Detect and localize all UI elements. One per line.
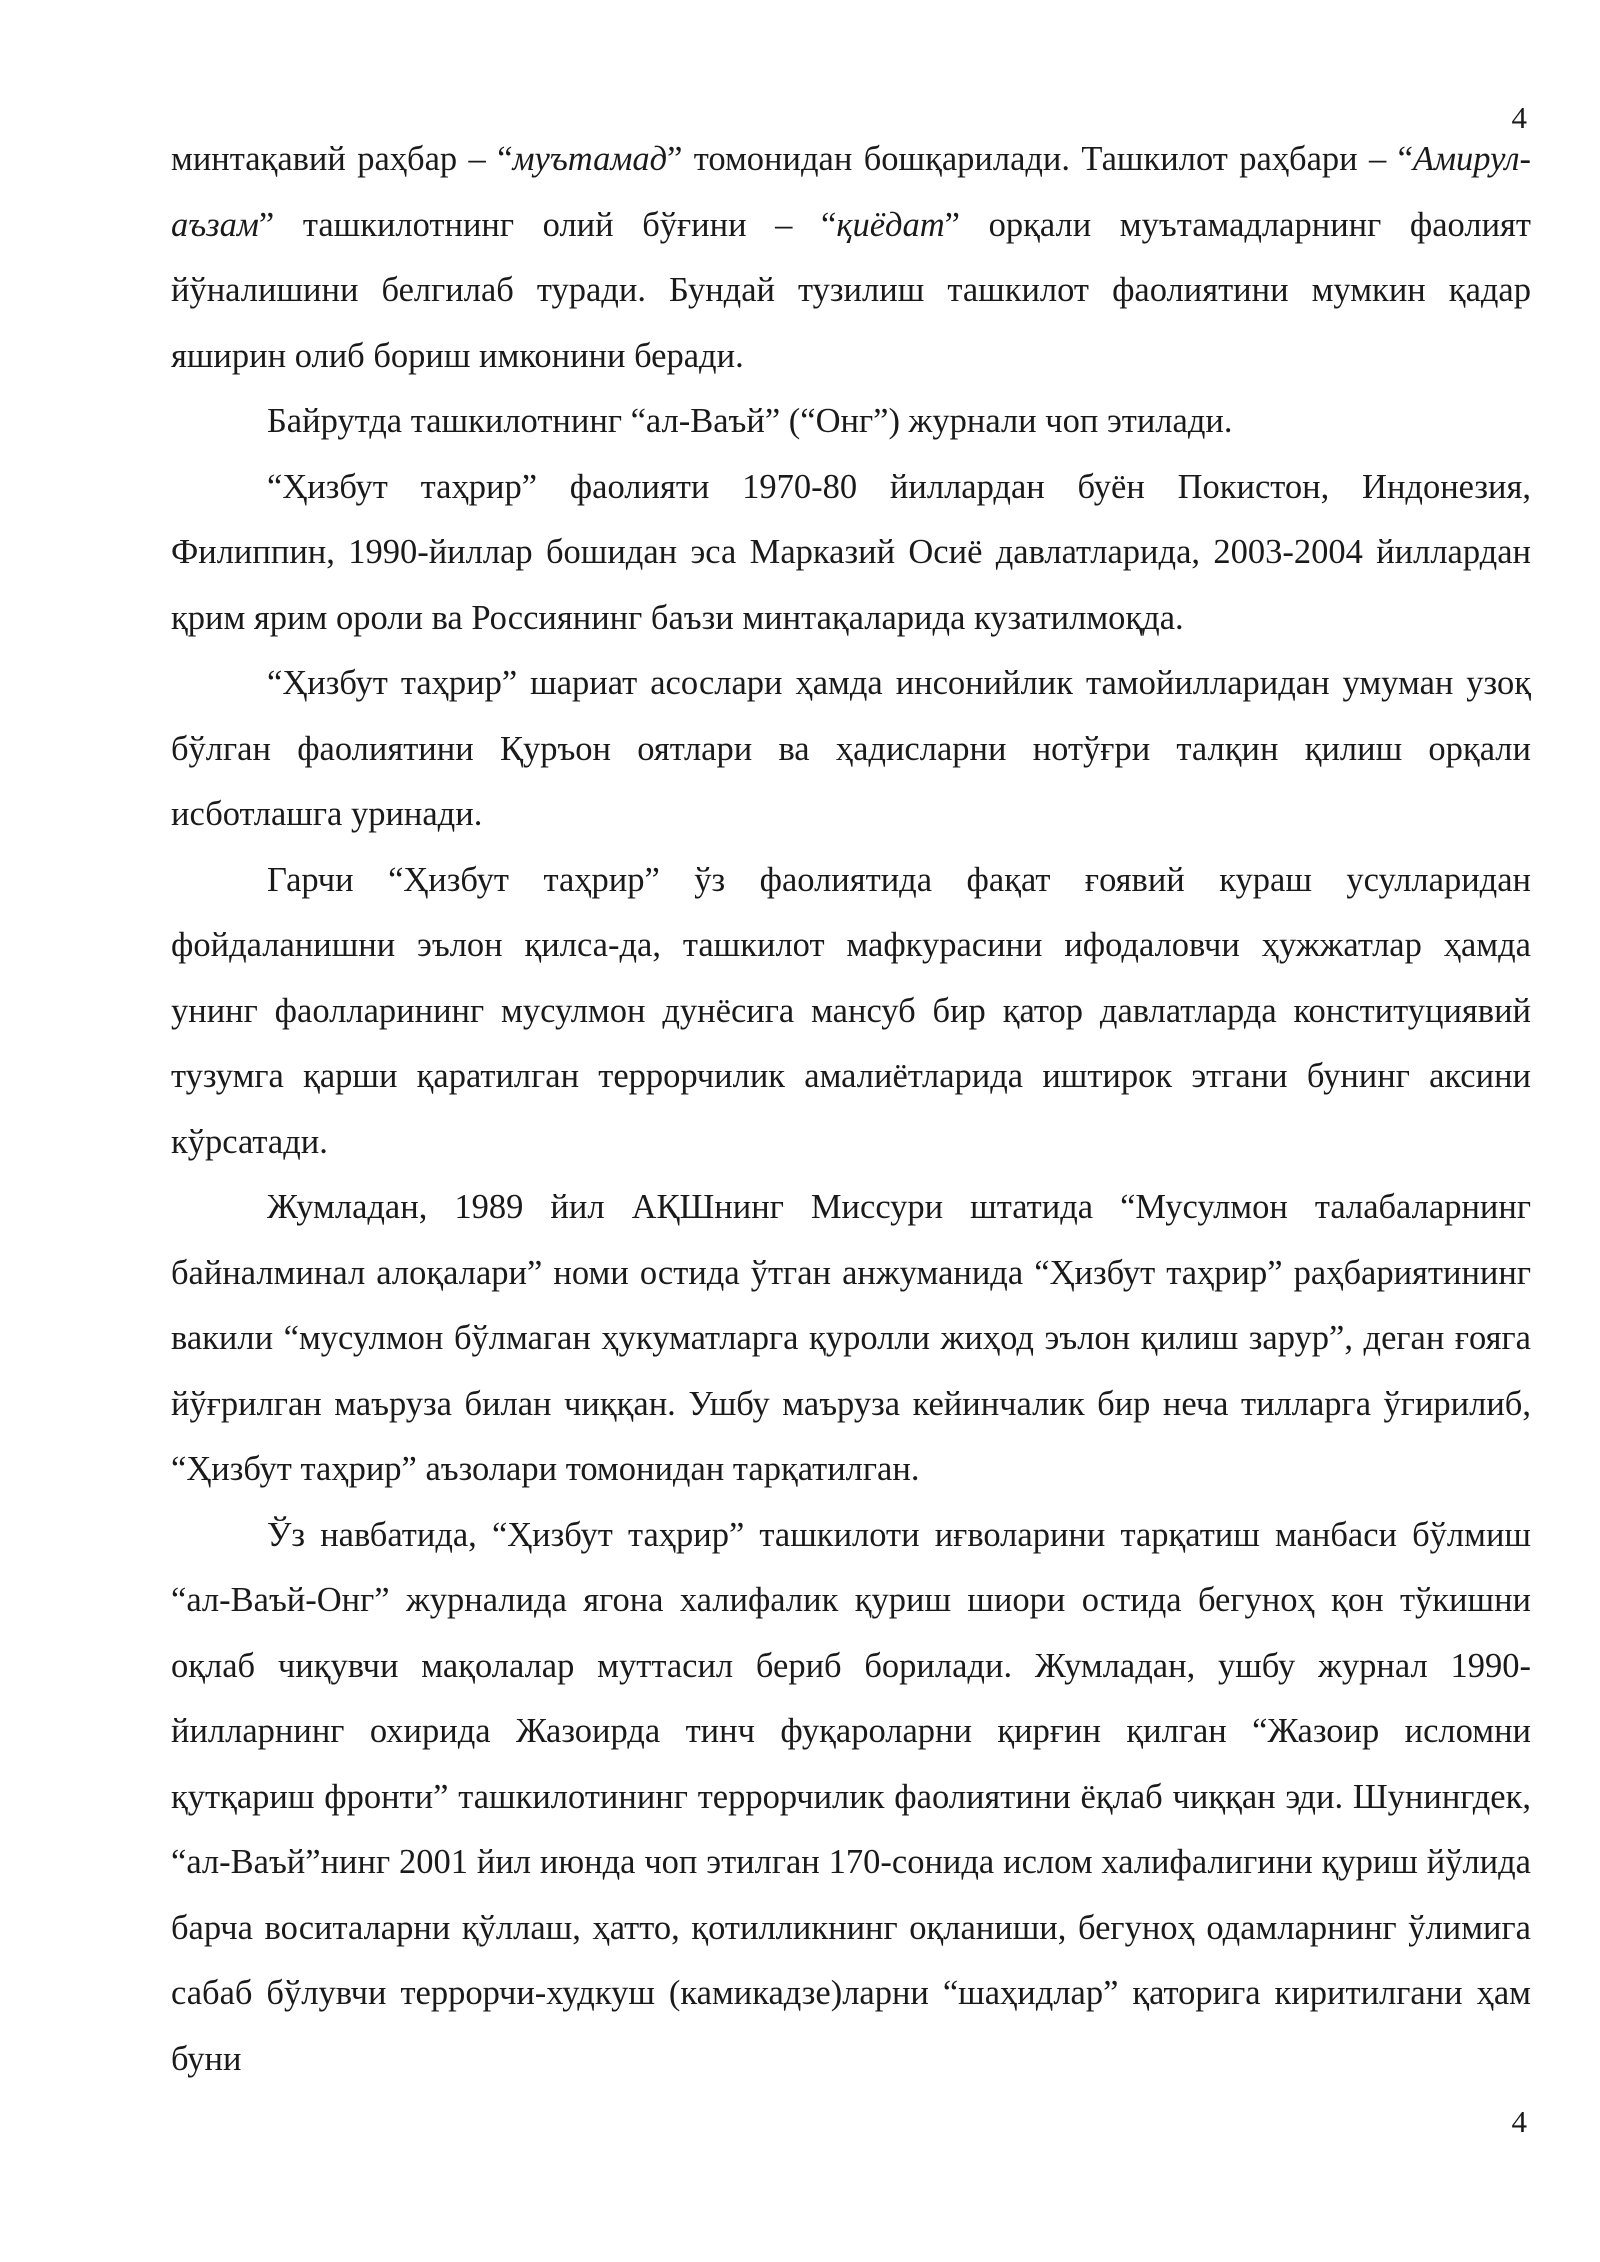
paragraph bbox=[171, 127, 1531, 389]
text-run: ” орқали муътамадларнинг фаолият йўналишини белгилаб туради. Бундай тузилиш ташкилот фаолиятини мумкин қадар яширин олиб бориш имконини беради. bbox=[171, 205, 1531, 375]
text-run: минтақавий раҳбар – “ bbox=[171, 140, 513, 178]
italic-term: қиёдат bbox=[836, 205, 945, 244]
text-run: ” томонидан бошқарилади. Ташкилот раҳбари – “ bbox=[667, 140, 1413, 178]
paragraph bbox=[171, 848, 1531, 1176]
text-run: Байрутда ташкилотнинг “ал-Ваъй” (“Онг”) журнали чоп этилади. bbox=[267, 402, 1233, 440]
text-run: “Ҳизбут таҳрир” шариат асослари ҳамда инсонийлик тамойилларидан умуман узоқ бўлган фаолиятини Қуръон оятлари ва ҳадисларни нотўғри талқин қилиш орқали исботлашга уринади. bbox=[171, 664, 1531, 833]
paragraph bbox=[171, 389, 1531, 455]
text-run: ” ташкилотнинг олий бўғини – “ bbox=[258, 205, 837, 244]
italic-term: муътамад bbox=[512, 140, 668, 178]
text-run: “Ҳизбут таҳрир” фаолияти 1970-80 йиллардан буён Покистон, Индонезия, Филиппин, 1990-йиллар бошидан эса Марказий Осиё давлатларида, 2003-2004 йиллардан қрим ярим ороли ва Россиянинг баъзи минтақаларида кузатилмоқда. bbox=[171, 467, 1531, 637]
text-run: Гарчи “Ҳизбут таҳрир” ўз фаолиятида фақат ғоявий кураш усулларидан фойдаланишни эълон қилса-да, ташкилот мафкурасини ифодаловчи ҳужжатлар ҳамда унинг фаолларининг мусулмон дунёсига мансуб бир қатор давлатларда конституциявий тузумга қарши қаратилган террорчилик амалиётларида иштирок этгани бунинг аксини кўрсатади. bbox=[171, 860, 1531, 1161]
page-number-bottom: 4 bbox=[1511, 2104, 1527, 2139]
text-run: Жумладан, 1989 йил АҚШнинг Миссури штатида “Мусулмон талабаларнинг байналминал алоқалари” номи остида ўтган анжуманида “Ҳизбут таҳрир” раҳбариятининг вакили “мусулмон бўлмаган ҳукуматларга қуролли жиҳод эълон қилиш зарур”, деган ғояга йўғрилган маъруза билан чиққан. Ушбу маъруза кейинчалик бир неча тилларга ўгирилиб, “Ҳизбут таҳрир” аъзолари томонидан тарқатилган. bbox=[171, 1188, 1531, 1488]
paragraph bbox=[171, 455, 1531, 652]
paragraph bbox=[171, 651, 1531, 848]
text-run: Ўз навбатида, “Ҳизбут таҳрир” ташкилоти иғволарини тарқатиш манбаси бўлмиш “ал-Ваъй-Онг” журналида ягона халифалик қуриш шиори остида бегуноҳ қон тўкишни оқлаб чиқувчи мақолалар муттасил бериб борилади. Жумладан, ушбу журнал 1990-йилларнинг охирида Жазоирда тинч фуқароларни қирғин қилган “Жазоир исломни қутқариш фронти” ташкилотининг террорчилик фаолиятини ёқлаб чиққан эди. Шунингдек, “ал-Ваъй”нинг 2001 йил июнда чоп этилган 170-сонида ислом халифалигини қуриш йўлида барча воситаларни қўллаш, ҳатто, қотилликнинг оқланиши, бегуноҳ одамларнинг ўлимига сабаб бўлувчи террорчи-худкуш (камикадзе)ларни “шаҳидлар” қаторига киритилгани ҳам буни bbox=[171, 1515, 1531, 2078]
page-number-top: 4 bbox=[1511, 100, 1527, 135]
italic-term: Амирул-аъзам bbox=[171, 140, 1531, 244]
paragraph bbox=[171, 1175, 1531, 1503]
paragraph bbox=[171, 1503, 1531, 2093]
document-body bbox=[171, 127, 1531, 2092]
